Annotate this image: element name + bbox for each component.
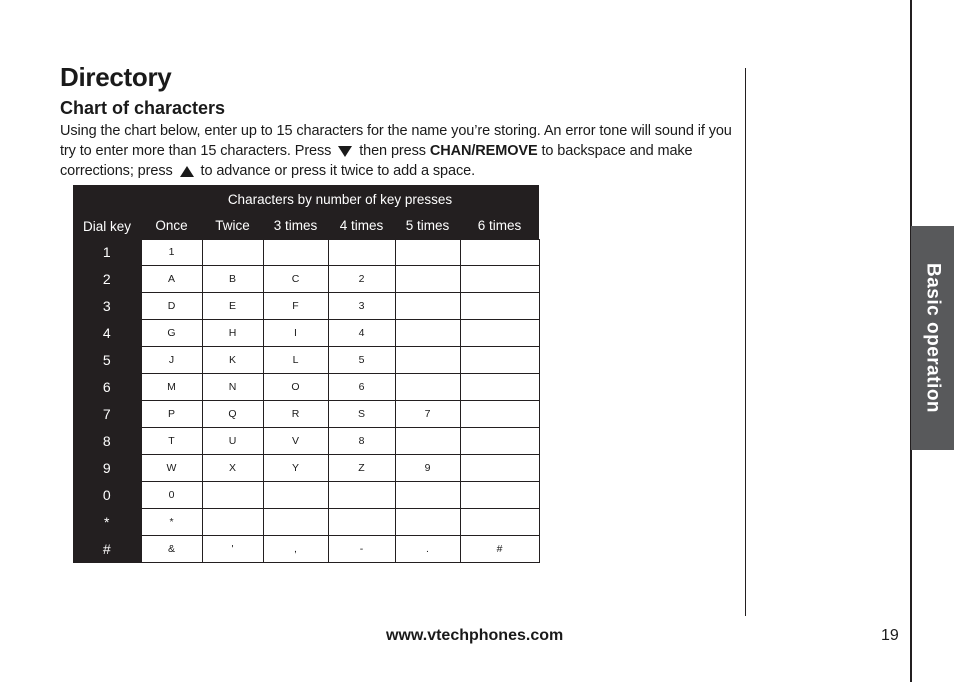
table-row [73, 266, 539, 293]
dial-key-cell: 5 [73, 347, 141, 374]
character-cell: & [141, 536, 202, 563]
character-cell [263, 482, 328, 509]
character-cell [460, 482, 539, 509]
table-row [73, 320, 539, 347]
character-cell: K [202, 347, 263, 374]
table-row [73, 347, 539, 374]
character-cell [263, 239, 328, 266]
character-cell: W [141, 455, 202, 482]
character-cell [395, 428, 460, 455]
character-cell: 6 [328, 374, 395, 401]
table-row [73, 239, 539, 266]
column-header: 6 times [460, 213, 539, 239]
chart-body [73, 239, 539, 563]
dial-key-cell: 8 [73, 428, 141, 455]
character-cell: R [263, 401, 328, 428]
character-cell: G [141, 320, 202, 347]
character-cell [395, 266, 460, 293]
character-cell: H [202, 320, 263, 347]
character-cell [460, 401, 539, 428]
character-cell: Z [328, 455, 395, 482]
character-cell: P [141, 401, 202, 428]
character-cell: ' [202, 536, 263, 563]
character-cell: E [202, 293, 263, 320]
section-side-tab [911, 226, 954, 450]
side-tab-label: Basic operation [922, 262, 944, 414]
down-arrow-key-icon [338, 146, 352, 157]
character-cell: A [141, 266, 202, 293]
character-cell [460, 347, 539, 374]
instructions-text-3: to backspace and make corrections; press [60, 143, 693, 179]
page-title: Directory [60, 62, 172, 92]
character-cell [395, 374, 460, 401]
table-row [73, 293, 539, 320]
character-cell: B [202, 266, 263, 293]
character-cell [328, 509, 395, 536]
character-cell [460, 239, 539, 266]
dial-key-cell: 1 [73, 239, 141, 266]
character-cell [460, 293, 539, 320]
character-cell: D [141, 293, 202, 320]
character-cell: T [141, 428, 202, 455]
character-cell: I [263, 320, 328, 347]
character-cell [460, 320, 539, 347]
character-cell: . [395, 536, 460, 563]
character-cell: N [202, 374, 263, 401]
character-cell: , [263, 536, 328, 563]
character-cell [328, 239, 395, 266]
footer-url: www.vtechphones.com [386, 627, 564, 644]
character-cell: 1 [141, 239, 202, 266]
section-title: Chart of characters [60, 98, 226, 118]
table-row [73, 374, 539, 401]
character-cell: O [263, 374, 328, 401]
character-cell: M [141, 374, 202, 401]
column-divider [745, 68, 746, 616]
chan-remove-key-label: CHAN/REMOVE [429, 143, 538, 159]
character-cell [202, 239, 263, 266]
dial-key-cell: 2 [73, 266, 141, 293]
dial-key-cell: 0 [73, 482, 141, 509]
character-cell: Y [263, 455, 328, 482]
character-cell: S [328, 401, 395, 428]
character-cell [460, 374, 539, 401]
instructions-paragraph [60, 121, 740, 181]
column-header: 4 times [328, 213, 395, 239]
up-arrow-key-icon [180, 166, 194, 177]
column-header: 3 times [263, 213, 328, 239]
character-cell: C [263, 266, 328, 293]
column-header: Twice [202, 213, 263, 239]
character-cell: 3 [328, 293, 395, 320]
table-row [73, 509, 539, 536]
table-row [73, 401, 539, 428]
dial-key-cell: 3 [73, 293, 141, 320]
column-header: Dial key [73, 213, 141, 239]
dial-key-cell: 9 [73, 455, 141, 482]
character-cell: V [263, 428, 328, 455]
character-cell: U [202, 428, 263, 455]
character-cell [263, 509, 328, 536]
character-cell [395, 509, 460, 536]
character-cell: 2 [328, 266, 395, 293]
dial-key-cell: 6 [73, 374, 141, 401]
character-cell: J [141, 347, 202, 374]
character-cell [460, 266, 539, 293]
character-cell: F [263, 293, 328, 320]
character-cell: * [141, 509, 202, 536]
column-header-row [73, 213, 539, 239]
instructions-text-1: Using the chart below, enter up to 15 characters for the name you’re storing. An error tone will sound if you try to enter more than 15 characters. Press [60, 123, 732, 159]
character-cell: - [328, 536, 395, 563]
character-cell [202, 509, 263, 536]
dial-key-cell: # [73, 536, 141, 563]
character-cell [460, 509, 539, 536]
character-cell: 9 [395, 455, 460, 482]
character-cell: 0 [141, 482, 202, 509]
character-chart-table [73, 185, 540, 563]
character-cell: X [202, 455, 263, 482]
page-number: 19 [881, 627, 899, 644]
character-cell [395, 239, 460, 266]
character-cell [395, 482, 460, 509]
instructions-text-2: then press [359, 143, 426, 159]
character-cell [395, 347, 460, 374]
character-cell: 5 [328, 347, 395, 374]
character-cell: Q [202, 401, 263, 428]
table-row [73, 482, 539, 509]
character-cell [460, 428, 539, 455]
header-spacer [73, 185, 141, 213]
dial-key-cell: 7 [73, 401, 141, 428]
character-cell [460, 455, 539, 482]
group-header: Characters by number of key presses [141, 185, 539, 213]
table-row [73, 455, 539, 482]
instructions-text-4: to advance or press it twice to add a space. [200, 163, 475, 179]
column-header: 5 times [395, 213, 460, 239]
column-header: Once [141, 213, 202, 239]
character-cell: # [460, 536, 539, 563]
character-cell [328, 482, 395, 509]
dial-key-cell: 4 [73, 320, 141, 347]
character-cell: 7 [395, 401, 460, 428]
character-cell: L [263, 347, 328, 374]
table-row [73, 428, 539, 455]
character-cell [395, 293, 460, 320]
dial-key-cell: * [73, 509, 141, 536]
character-cell: 8 [328, 428, 395, 455]
character-cell [395, 320, 460, 347]
character-cell [202, 482, 263, 509]
table-row [73, 536, 539, 563]
character-cell: 4 [328, 320, 395, 347]
